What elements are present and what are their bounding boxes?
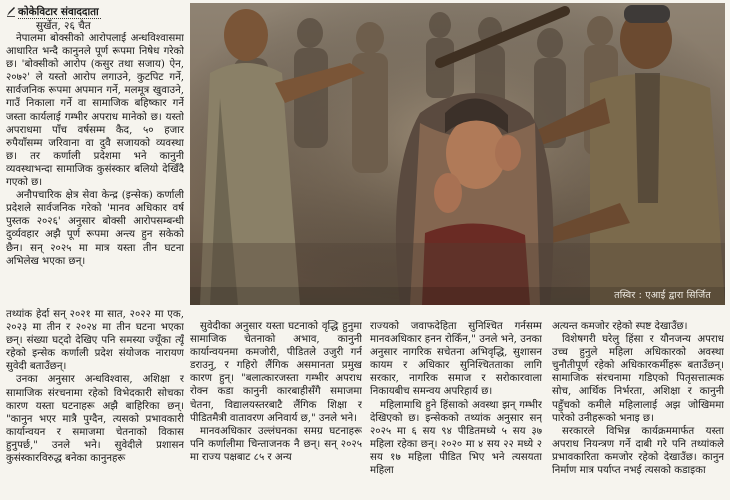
paragraph: राज्यको जवाफदेहिता सुनिश्चित गर्नसम्म मानवअधिकार हनन रोकिँन," उनले भने, उनका अनुसार नागरिक सचेतना अभिवृद्धि, सुशासन कायम र अधिकार सुनिश्चितताका लागि सरकार, नागरिक समाज र सरोकारवाला निकायबीच समन्वय अपरिहार्य छ।: [370, 321, 542, 398]
column-4: [552, 320, 724, 498]
photo-credit: तस्विर : एआई द्वारा सिर्जित: [614, 290, 711, 301]
paragraph: सरकारले विभिन्न कार्यक्रममार्फत यस्ता अपराध नियन्त्रण गर्ने दाबी गरे पनि तथ्यांकले प्रभावकारिता कमजोर रहेको देखाउँछ। कानुन निर्माण मात्र पर्याप्त नभई त्यसको कडाइका: [552, 425, 724, 477]
pen-icon: [6, 6, 16, 17]
news-photo: [190, 3, 725, 305]
paragraph: महिलामाथि हुने हिंसाको अवस्था झन् गम्भीर देखिएको छ। इन्सेकको तथ्यांक अनुसार सन् २०२५ मा ६ सय ९४ पीडितमध्ये ५ सय ३७ महिला रहेका छन्। २०२० मा ४ सय २२ मध्ये २ सय १७ महिला पीडित भिए भने त्यसयता महिला: [370, 399, 542, 477]
byline: [6, 6, 186, 32]
photo-illustration: [190, 3, 725, 305]
byline-agency: कोकेविटार संवाददाता: [18, 6, 99, 18]
paragraph: तथ्यांक हेर्दा सन् २०२१ मा सात, २०२२ मा एक, २०२३ मा तीन र २०२४ मा तीन घटना भएका छन्। संख्या घट्दो देखिए पनि समस्या ज्यूँका त्यूँ रहेको इन्सेक कर्णाली प्रदेश संयोजक नारायण सुवेदी बताउँछन्।: [6, 309, 184, 373]
column-1-bottom: [6, 308, 184, 498]
paragraph: अत्यन्त कमजोर रहेको स्पष्ट देखाउँछ।: [552, 321, 688, 332]
paragraph: विशेषगरी घरेलु हिंसा र यौनजन्य अपराध उच्च हुनुले महिला अधिकारको अवस्था चुनौतीपूर्ण रहेको अधिकारकर्मीहरू बताउँछन्। सामाजिक संरचनामा गडिएको पितृसत्तात्मक सोच, आर्थिक निर्भरता, अशिक्षा र कानुनी पहुँचको कमीले महिलालाई अझ जोखिममा पारेको उनीहरूको भनाइ छ।: [552, 334, 724, 424]
paragraph: अनौपचारिक क्षेत्र सेवा केन्द्र (इन्सेक) कर्णाली प्रदेशले सार्वजनिक गरेको 'मानव अधिकार वर्ष पुस्तक २०२६' अनुसार बोक्सी आरोपसम्बन्धी दुर्व्यवहार अझै पूर्ण रूपमा अन्त्य हुन सकेको छैन। सन् २०२५ मा मात्र यस्ता तीन घटना अभिलेख भएका छन्।: [6, 190, 184, 267]
paragraph: मानवअधिकार उल्लंघनका समग्र घटनाहरू पनि कर्णालीमा चिन्ताजनक नै छन्। सन् २०२५ मा राज्य पक्षबाट ८५ र अन्य: [190, 425, 362, 463]
column-3: [370, 320, 542, 498]
column-1-top: [6, 32, 184, 307]
paragraph: नेपालमा बोक्सीको आरोपलाई अन्धविश्वासमा आधारित भन्दै कानुनले पूर्ण रूपमा निषेध गरेको छ। 'बोक्सीको आरोप (कसुर तथा सजाय) ऐन, २०७२' ले यस्तो आरोप लगाउने, कुटपिट गर्ने, सार्वजनिक रूपमा अपमान गर्ने, मलमूत्र खुवाउने, गाउँ निकाला गर्ने वा सामाजिक बहिष्कार गर्ने जस्ता कार्यलाई गम्भीर अपराध मानेको छ। यस्तो अपराधमा पाँच वर्षसम्म कैद, ५० हजार रुपैयाँसम्म जरिवाना वा दुवै सजायको व्यवस्था छ। तर कर्णाली प्रदेशमा भने कानुनी व्यवस्थाभन्दा सामाजिक कुसंस्कार बलियो देखिँदै गएको छ।: [6, 33, 184, 189]
paragraph: सुवेदीका अनुसार यस्ता घटनाको वृद्धि हुनुमा सामाजिक चेतनाको अभाव, कानुनी कार्यान्वयनमा कमजोरी, पीडितले उजुरी गर्न डराउनु, र गहिरो लैंगिक असमानता प्रमुख कारण हुन्। "बलात्कारजस्ता गम्भीर अपराध रोक्न कडा कानुनी कारबाहीसँगै समाजमा चेतना, विद्यालयस्तरबाटै लैंगिक शिक्षा र पीडितमैत्री वातावरण अनिवार्य छ," उनले भने।: [190, 321, 362, 424]
paragraph: उनका अनुसार अन्धविश्वास, अशिक्षा र सामाजिक संरचनामा रहेको विभेदकारी सोचका कारण यस्ता घटनाहरू अझै बाहिरिका छन्। "कानुन भएर मात्रै पुग्दैन, त्यसको प्रभावकारी कार्यान्वयन र समाजमा चेतनाको विकास हुनुपर्छ," उनले भने। सुवेदीले प्रशासन कुसंस्कारविरुद्ध बनेका कानुनहरू: [6, 374, 184, 465]
byline-date: सुर्खेत, २६ चैत: [36, 20, 91, 32]
column-2: [190, 320, 362, 498]
